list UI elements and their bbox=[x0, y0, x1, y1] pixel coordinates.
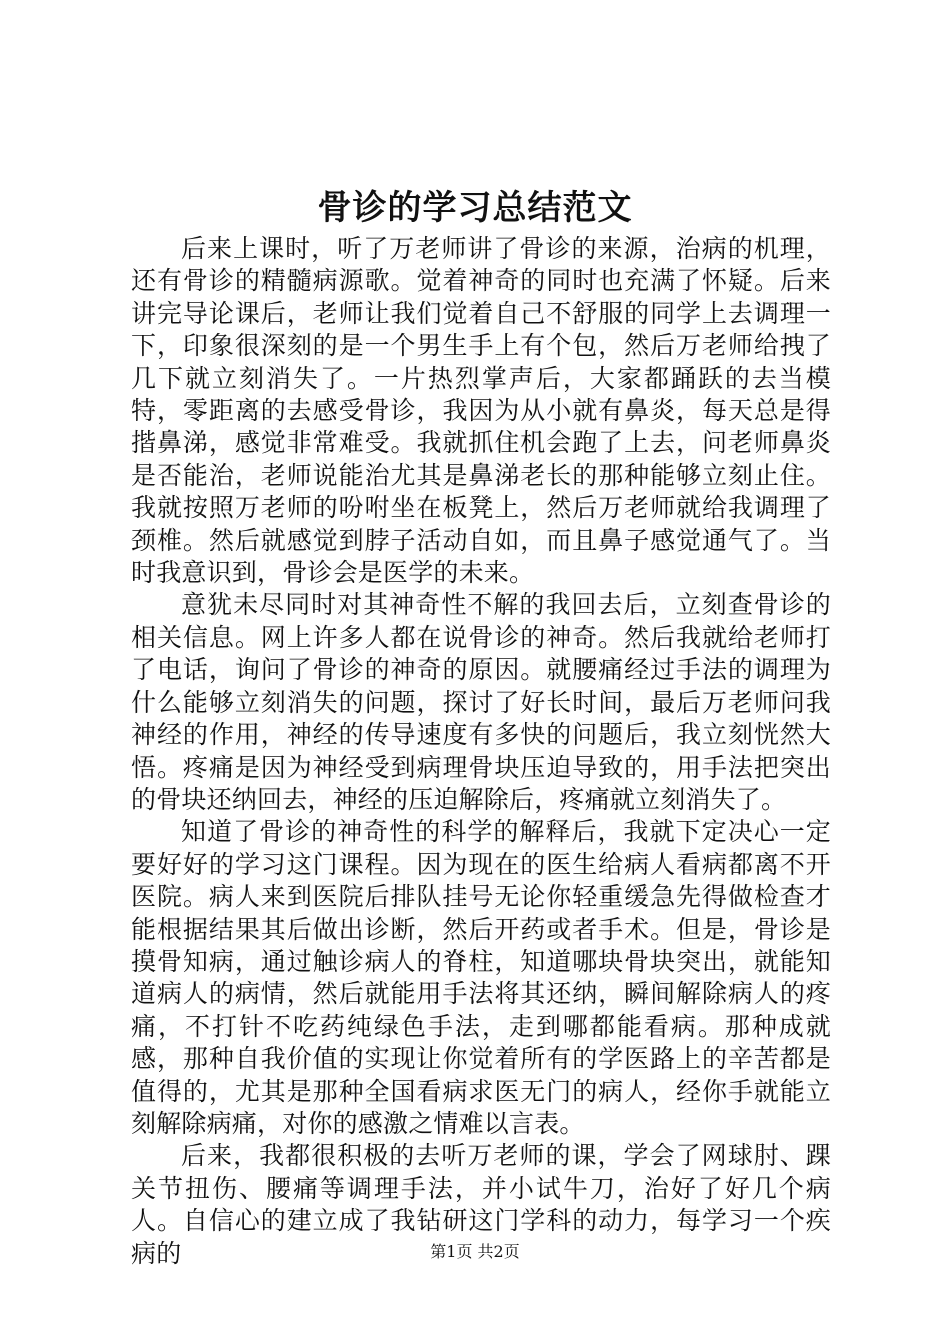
paragraph-4: 后来，我都很积极的去听万老师的课，学会了网球肘、踝关节扭伤、腰痛等调理手法，并小试牛刀，治好了好几个病人。自信心的建立成了我钻研这门学科的动力，每学习一个疾病的 bbox=[131, 1141, 831, 1268]
page-number-footer: 第1页 共2页 bbox=[430, 1242, 520, 1261]
paragraph-1: 后来上课时，听了万老师讲了骨诊的来源，治病的机理，还有骨诊的精髓病源歌。觉着神奇的同时也充满了怀疑。后来讲完导论课后，老师让我们觉着自己不舒服的同学上去调理一下，印象很深刻的是一个男生手上有个包，然后万老师给拽了几下就立刻消失了。一片热烈掌声后，大家都踊跃的去当模特，零距离的去感受骨诊，我因为从小就有鼻炎，每天总是得揩鼻涕，感觉非常难受。我就抓住机会跑了上去，问老师鼻炎是否能治，老师说能治尤其是鼻涕老长的那种能够立刻止住。我就按照万老师的吩咐坐在板凳上，然后万老师就给我调理了颈椎。然后就感觉到脖子活动自如，而且鼻子感觉通气了。当时我意识到，骨诊会是医学的未来。 bbox=[131, 234, 831, 588]
paragraph-2: 意犹未尽同时对其神奇性不解的我回去后，立刻查骨诊的相关信息。网上许多人都在说骨诊的神奇。然后我就给老师打了电话，询问了骨诊的神奇的原因。就腰痛经过手法的调理为什么能够立刻消失的问题，探讨了好长时间，最后万老师问我神经的作用，神经的传导速度有多快的问题后，我立刻恍然大悟。疼痛是因为神经受到病理骨块压迫导致的，用手法把突出的骨块还纳回去，神经的压迫解除后，疼痛就立刻消失了。 bbox=[131, 590, 831, 814]
document-title: 骨诊的学习总结范文 bbox=[317, 188, 633, 228]
paragraph-3: 知道了骨诊的神奇性的科学的解释后，我就下定决心一定要好好的学习这门课程。因为现在的医生给病人看病都离不开医院。病人来到医院后排队挂号无论你轻重缓急先得做检查才能根据结果其后做出诊断，然后开药或者手术。但是，骨诊是摸骨知病，通过触诊病人的脊柱，知道哪块骨块突出，就能知道病人的病情，然后就能用手法将其还纳，瞬间解除病人的疼痛，不打针不吃药纯绿色手法，走到哪都能看病。那种成就感，那种自我价值的实现让你觉着所有的学医路上的辛苦都是值得的，尤其是那种全国看病求医无门的病人，经你手就能立刻解除病痛，对你的感激之情难以言表。 bbox=[131, 817, 831, 1138]
document-body bbox=[131, 233, 831, 1270]
